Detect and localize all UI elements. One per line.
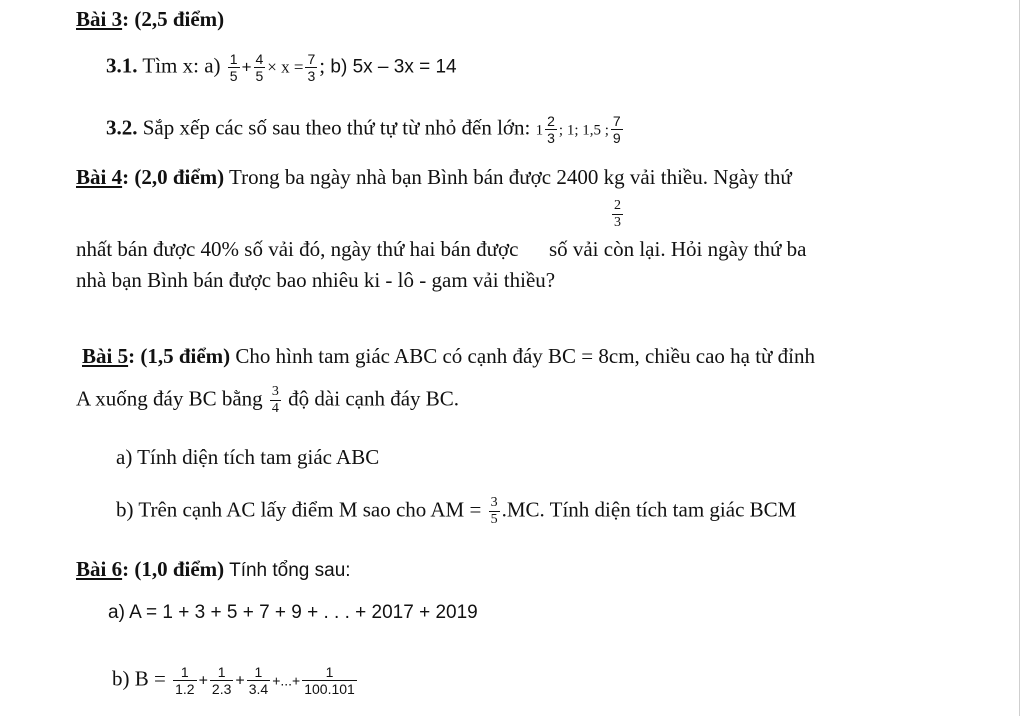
- page-edge-line: [1019, 0, 1020, 716]
- bai5-part-a: a) Tính diện tích tam giác ABC: [116, 445, 380, 469]
- bai5-part-b: [116, 495, 796, 528]
- fraction-1-over-1.2: $\frac{1}{1.2}$: [175, 664, 195, 697]
- fraction-7-3: $\frac{7}{3}$: [307, 51, 316, 84]
- fraction-4-5: $\frac{4}{5}$: [255, 51, 264, 84]
- fraction-1-5: $\frac{1}{5}$: [229, 51, 238, 84]
- mixed-whole: 1: [535, 122, 544, 139]
- bai3-part1: [106, 51, 457, 84]
- bai4-line2b: số vải còn lại. Hỏi ngày thứ ba: [543, 237, 807, 261]
- bai4-title: Bài 4: [76, 165, 123, 189]
- fraction-3-4: $\frac{3}{4}$: [271, 384, 279, 416]
- fraction-1-over-3.4: $\frac{1}{3.4}$: [248, 664, 269, 697]
- bai5-line1-text: Cho hình tam giác ABC có cạnh đáy BC = 8cm, chiều cao hạ từ đỉnh: [230, 344, 816, 368]
- bai6-part-b-label: b) B =: [112, 666, 172, 691]
- bai4-line1-text: Trong ba ngày nhà bạn Bình bán được 2400 kg vải thiều. Ngày thứ: [224, 165, 792, 189]
- bai5-line2a: A xuống đáy BC bằng: [76, 386, 268, 411]
- bai3-points: : (2,5 điểm): [122, 7, 225, 31]
- fraction-2-3: $\frac{2}{3}$: [547, 113, 555, 146]
- bai4-line3: nhà bạn Bình bán được bao nhiêu ki - lô - gam vải thiều?: [76, 268, 556, 292]
- fraction-7-9: $\frac{7}{9}$: [612, 113, 621, 146]
- bai4-line2a: nhất bán được 40% số vải đó, ngày thứ hai bán được: [76, 237, 524, 261]
- number-list: ; 1; 1,5 ;: [558, 122, 609, 139]
- bai6-part-b: b) B = $\frac{1}{1.2}$ + $\frac{1}{2.3}$ + $\frac{1}{3.4}$ +...+ $\frac{1}{100.101}$: [112, 664, 355, 697]
- bai3-part2-text: Sắp xếp các số sau theo thứ tự từ nhỏ đến lớn:: [137, 115, 536, 140]
- bai3-title: Bài 3: [76, 7, 123, 31]
- ellipsis-plus: +...+: [272, 672, 301, 689]
- bai6-heading: [76, 556, 351, 584]
- bai5-title: Bài 5: [82, 344, 129, 368]
- bai4-line2: [76, 236, 806, 262]
- bai5-points: : (1,5 điểm): [128, 344, 231, 368]
- fraction-1-over-100.101: $\frac{1}{100.101}$: [304, 664, 355, 697]
- bai4-points: : (2,0 điểm): [122, 165, 225, 189]
- bai4-line1: [76, 164, 792, 190]
- separator: ;: [319, 53, 326, 78]
- fraction-2-3-bai4: $\frac{2}{3}$: [614, 198, 621, 230]
- bai3-part1-b: b) 5x – 3x = 14: [325, 56, 457, 78]
- bai6-points: : (1,0 điểm): [122, 557, 225, 581]
- fraction-3-5: $\frac{3}{5}$: [490, 495, 498, 527]
- plus-sign: +: [241, 57, 252, 77]
- bai3-part2: [106, 113, 625, 146]
- bai5-part-b-rest: .MC. Tính diện tích tam giác BCM: [501, 497, 797, 522]
- bai3-part2-label: 3.2.: [106, 115, 138, 140]
- bai6-intro: Tính tổng sau:: [224, 560, 351, 581]
- bai5-line2: [76, 384, 459, 417]
- bai5-part-b-text: b) Trên cạnh AC lấy điểm M sao cho AM =: [116, 497, 487, 522]
- times-x-equals: × x =: [267, 57, 304, 77]
- bai5-line1: [82, 343, 815, 369]
- bai6-title: Bài 6: [76, 557, 123, 581]
- fraction-1-over-2.3: $\frac{1}{2.3}$: [211, 664, 232, 697]
- bai5-line2b: độ dài cạnh đáy BC.: [282, 386, 460, 411]
- bai3-part1-text: Tìm x: a): [137, 53, 226, 78]
- bai6-part-a: a) A = 1 + 3 + 5 + 7 + 9 + . . . + 2017 + 2019: [108, 602, 478, 623]
- bai3-heading: [76, 6, 224, 32]
- bai3-part1-label: 3.1.: [106, 53, 138, 78]
